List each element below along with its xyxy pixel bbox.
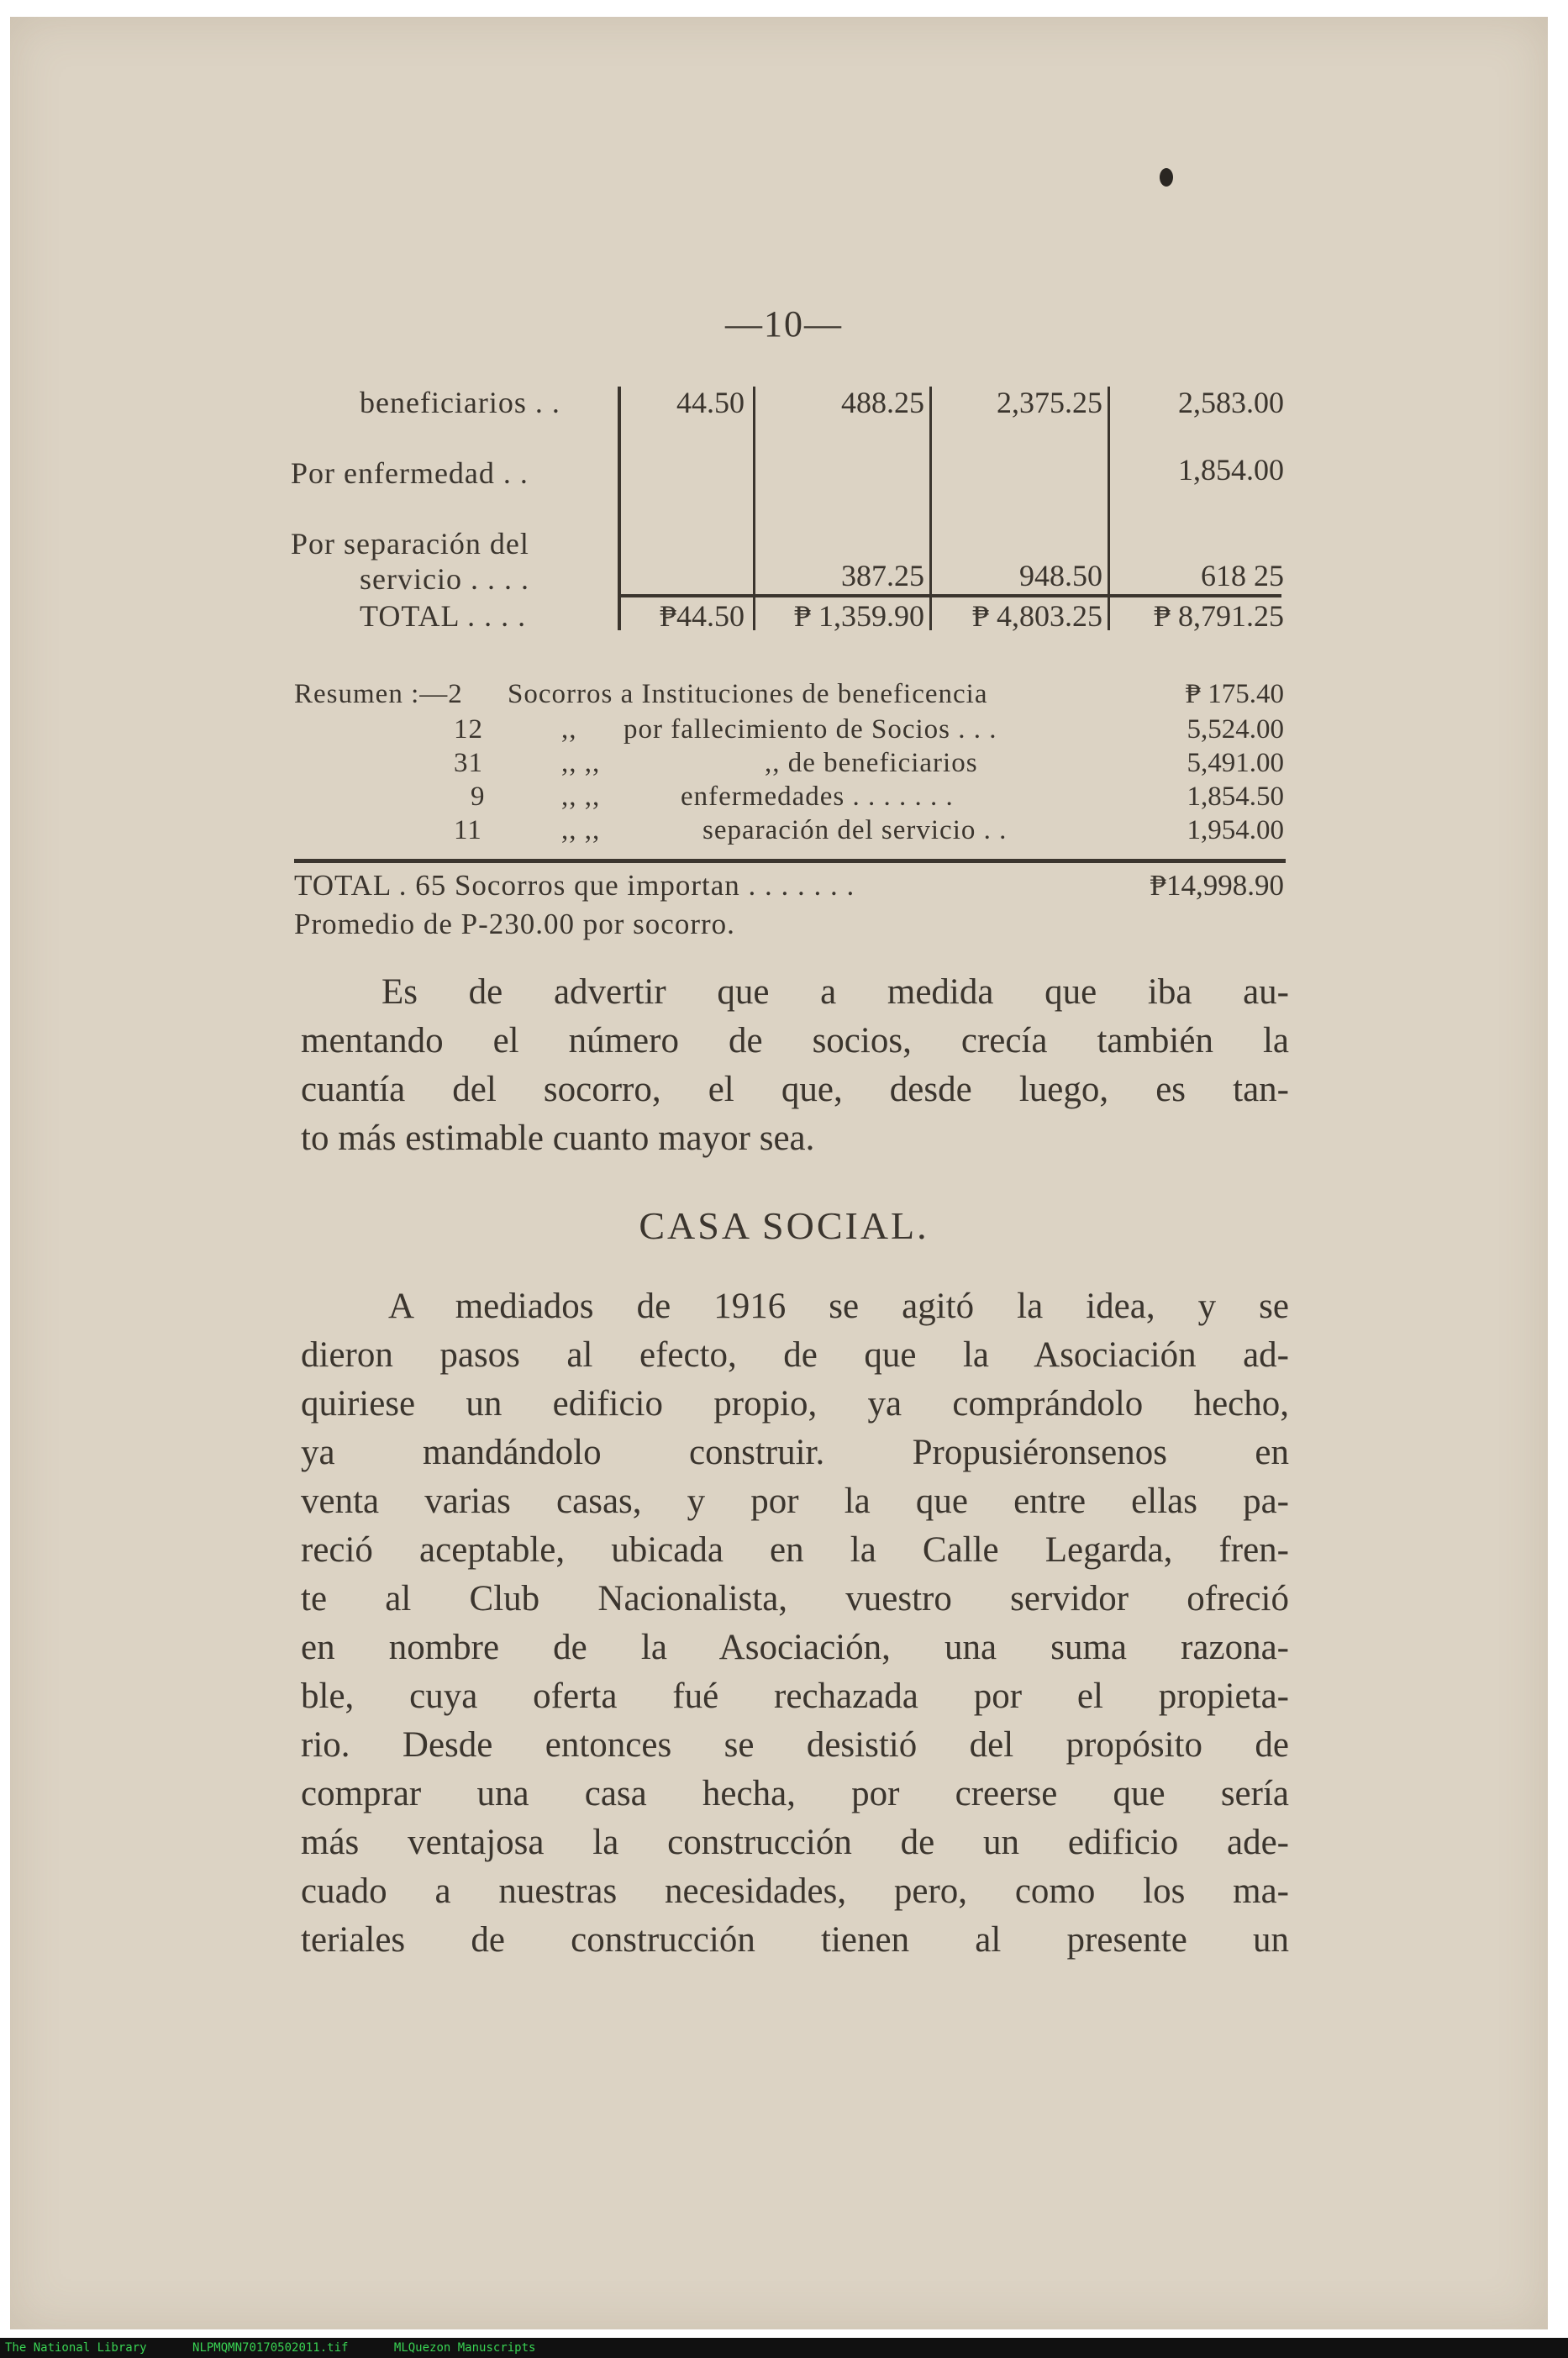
document-page [10, 17, 1548, 2329]
table-row-label: beneficiarios . . [360, 386, 560, 419]
text-line: quiriese un edificio propio, ya comprándolo hecho, [301, 1384, 1289, 1424]
summary-count: 31 [454, 748, 483, 778]
table-row-label: TOTAL . . . . [360, 599, 527, 633]
text-line: más ventajosa la construcción de un edificio ade- [301, 1823, 1289, 1862]
table-total-rule [618, 594, 1281, 597]
text-line: cuantía del socorro, el que, desde luego, es tan- [301, 1070, 1289, 1109]
text-line: comprar una casa hecha, por creerse que sería [301, 1774, 1289, 1813]
summary-amount: 1,954.00 [1187, 815, 1284, 845]
summary-desc: por fallecimiento de Socios . . . [624, 714, 997, 745]
table-cell: 2,375.25 [997, 386, 1102, 419]
table-cell: 1,854.00 [1178, 453, 1284, 487]
footer-library: The National Library [5, 2341, 147, 2355]
text-line: mentando el número de socios, crecía también la [301, 1021, 1289, 1061]
paragraph-casa-social [301, 1282, 1289, 1965]
table-cell: ₱ 1,359.90 [793, 599, 924, 633]
paragraph-advertir [301, 968, 1289, 1163]
table-cell: ₱ 4,803.25 [971, 599, 1102, 633]
summary-mark: ,, [561, 714, 577, 745]
table-row-label: Por separación del [291, 527, 529, 561]
summary-total: TOTAL . 65 Socorros que importan . . . . . . . [294, 869, 855, 902]
summary-amount: 5,524.00 [1187, 714, 1284, 745]
table-cell: 44.50 [676, 386, 745, 419]
text-line: reció aceptable, ubicada en la Calle Legarda, fren- [301, 1530, 1289, 1570]
summary-amount: 5,491.00 [1187, 748, 1284, 778]
text-line: Es de advertir que a medida que iba au- [381, 972, 1289, 1012]
summary-count: Resumen :—2 [294, 679, 463, 709]
footer-collection: MLQuezon Manuscripts [393, 2341, 536, 2355]
table-cell: 618 25 [1201, 559, 1284, 592]
summary-mark: ,, ,, [561, 815, 601, 845]
table-cell: 2,583.00 [1178, 386, 1284, 419]
summary-rule [294, 859, 1286, 863]
section-heading: CASA SOCIAL. [639, 1204, 929, 1247]
text-line: venta varias casas, y por la que entre ellas pa- [301, 1482, 1289, 1521]
table-cell: ₱44.50 [659, 599, 745, 633]
text-line: te al Club Nacionalista, vuestro servidor ofreció [301, 1579, 1289, 1618]
summary-desc: ,, de beneficiarios [765, 748, 978, 778]
summary-average: Promedio de P-230.00 por socorro. [294, 908, 735, 940]
text-line: A mediados de 1916 se agitó la idea, y se [388, 1287, 1289, 1326]
summary-amount: ₱ 175.40 [1185, 679, 1284, 709]
summary-total-amount: ₱14,998.90 [1150, 869, 1284, 902]
summary-count: 9 [471, 782, 486, 812]
table-cell: 387.25 [841, 559, 924, 592]
summary-desc: enfermedades . . . . . . . [681, 782, 954, 812]
footer-file: NLPMQMN70170502011.tif [192, 2341, 349, 2355]
page-number: —10— [725, 303, 843, 345]
text-line: en nombre de la Asociación, una suma razona- [301, 1628, 1289, 1667]
summary-desc: Socorros a Instituciones de beneficencia [508, 679, 988, 709]
table-cell: 488.25 [841, 386, 924, 419]
text-line: to más estimable cuanto mayor sea. [301, 1118, 815, 1158]
summary-desc: separación del servicio . . [702, 815, 1008, 845]
text-line: ya mandándolo construir. Propusiéronsenos en [301, 1433, 1289, 1472]
text-line: dieron pasos al efecto, de que la Asociación ad- [301, 1335, 1289, 1375]
text-line: ble, cuya oferta fué rechazada por el propieta- [301, 1676, 1289, 1716]
scan-footer [0, 2338, 1568, 2358]
summary-amount: 1,854.50 [1187, 782, 1284, 812]
summary-count: 12 [454, 714, 483, 745]
text-line: cuado a nuestras necesidades, pero, como los ma- [301, 1871, 1289, 1911]
table-cell: ₱ 8,791.25 [1153, 599, 1284, 633]
text-line: rio. Desde entonces se desistió del propósito de [301, 1725, 1289, 1765]
table-row-label: Por enfermedad . . [291, 456, 529, 490]
summary-mark: ,, ,, [561, 782, 601, 812]
ink-spot [1160, 168, 1173, 187]
summary-mark: ,, ,, [561, 748, 601, 778]
summary-count: 11 [454, 815, 482, 845]
text-line: teriales de construcción tienen al presente un [301, 1920, 1289, 1960]
table-row-label: servicio . . . . [360, 562, 529, 596]
table-cell: 948.50 [1019, 559, 1102, 592]
